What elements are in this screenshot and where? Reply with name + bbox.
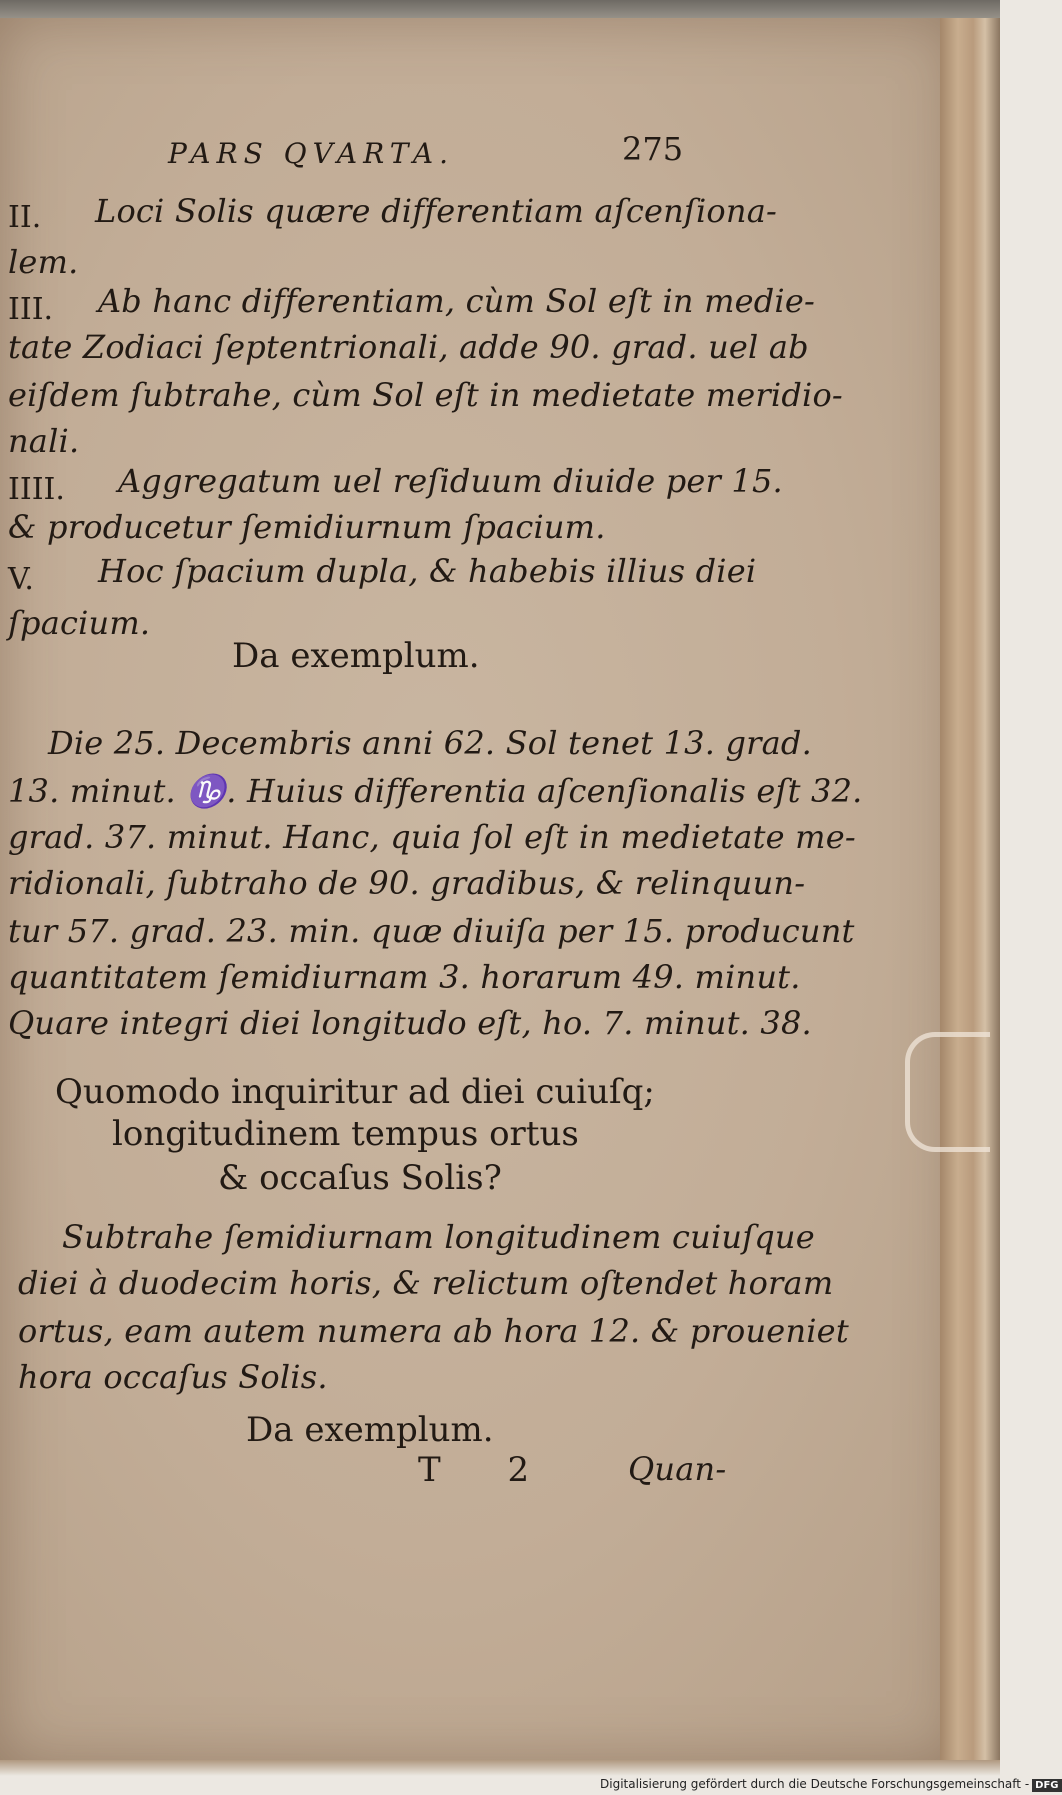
rule-text-line: ſpacium.: [8, 604, 151, 642]
digitization-credit: [600, 1777, 1062, 1792]
section-text-line: hora occaſus Solis.: [18, 1358, 328, 1396]
rule-text-line: tate Zodiaci ſeptentrionali, adde 90. grad. uel ab: [8, 328, 809, 366]
page-fore-edge: [940, 18, 1000, 1763]
book-top-edge: [0, 0, 1000, 20]
rule-numeral: V.: [8, 562, 34, 597]
rule-text-line: Loci Solis quære differentiam aſcenſiona-: [95, 192, 777, 230]
section-title-line: & occaſus Solis?: [218, 1158, 502, 1198]
example-text-line: grad. 37. minut. Hanc, quia ſol eſt in medietate me-: [8, 818, 856, 856]
rule-text-line: Aggregatum uel reſiduum diuide per 15.: [118, 462, 783, 500]
rule-numeral: II.: [8, 200, 42, 235]
rule-text-line: nali.: [8, 422, 80, 460]
section-title-line: longitudinem tempus ortus: [112, 1114, 579, 1154]
example-text-line: Die 25. Decembris anni 62. Sol tenet 13. grad.: [48, 724, 812, 762]
example-heading: Da exemplum.: [246, 1410, 494, 1450]
signature-mark: T 2: [418, 1450, 558, 1490]
dfg-logo: DFG: [1032, 1779, 1061, 1792]
section-title-line: Quomodo inquiritur ad diei cuiuſq;: [55, 1072, 655, 1112]
book-clasp: [905, 1032, 990, 1152]
rule-text-line: Hoc ſpacium dupla, & habebis illius diei: [98, 552, 757, 590]
example-text-line: ridionali, ſubtraho de 90. gradibus, & relinquun-: [8, 864, 806, 902]
book-bottom-edge: [0, 1760, 1000, 1776]
catchword: Quan-: [628, 1450, 727, 1488]
rule-numeral: IIII.: [8, 472, 65, 507]
example-heading: Da exemplum.: [232, 636, 480, 676]
rule-text-line: lem.: [8, 243, 79, 281]
rule-text-line: eiſdem ſubtrahe, cùm Sol eſt in medietate meridio-: [8, 376, 843, 414]
example-text-line: 13. minut. ♑. Huius differentia aſcenſionalis eſt 32.: [8, 772, 863, 810]
section-text-line: ortus, eam autem numera ab hora 12. & proueniet: [18, 1312, 849, 1350]
example-text-line: quantitatem ſemidiurnam 3. horarum 49. minut.: [8, 958, 801, 996]
page-number: 275: [622, 130, 684, 168]
example-text-line: Quare integri diei longitudo eſt, ho. 7. minut. 38.: [8, 1004, 812, 1042]
section-text-line: Subtrahe ſemidiurnam longitudinem cuiuſque: [62, 1218, 815, 1256]
credit-text: Digitalisierung gefördert durch die Deutsche Forschungsgemeinschaft -: [600, 1777, 1030, 1791]
rule-text-line: Ab hanc differentiam, cùm Sol eſt in medie-: [98, 282, 816, 320]
section-text-line: diei à duodecim horis, & relictum oſtendet horam: [18, 1264, 834, 1302]
rule-text-line: & producetur ſemidiurnum ſpacium.: [8, 508, 606, 546]
running-head: PARS QVARTA.: [168, 137, 455, 170]
example-text-line: tur 57. grad. 23. min. quæ diuiſa per 15. producunt: [8, 912, 855, 950]
rule-numeral: III.: [8, 292, 54, 327]
